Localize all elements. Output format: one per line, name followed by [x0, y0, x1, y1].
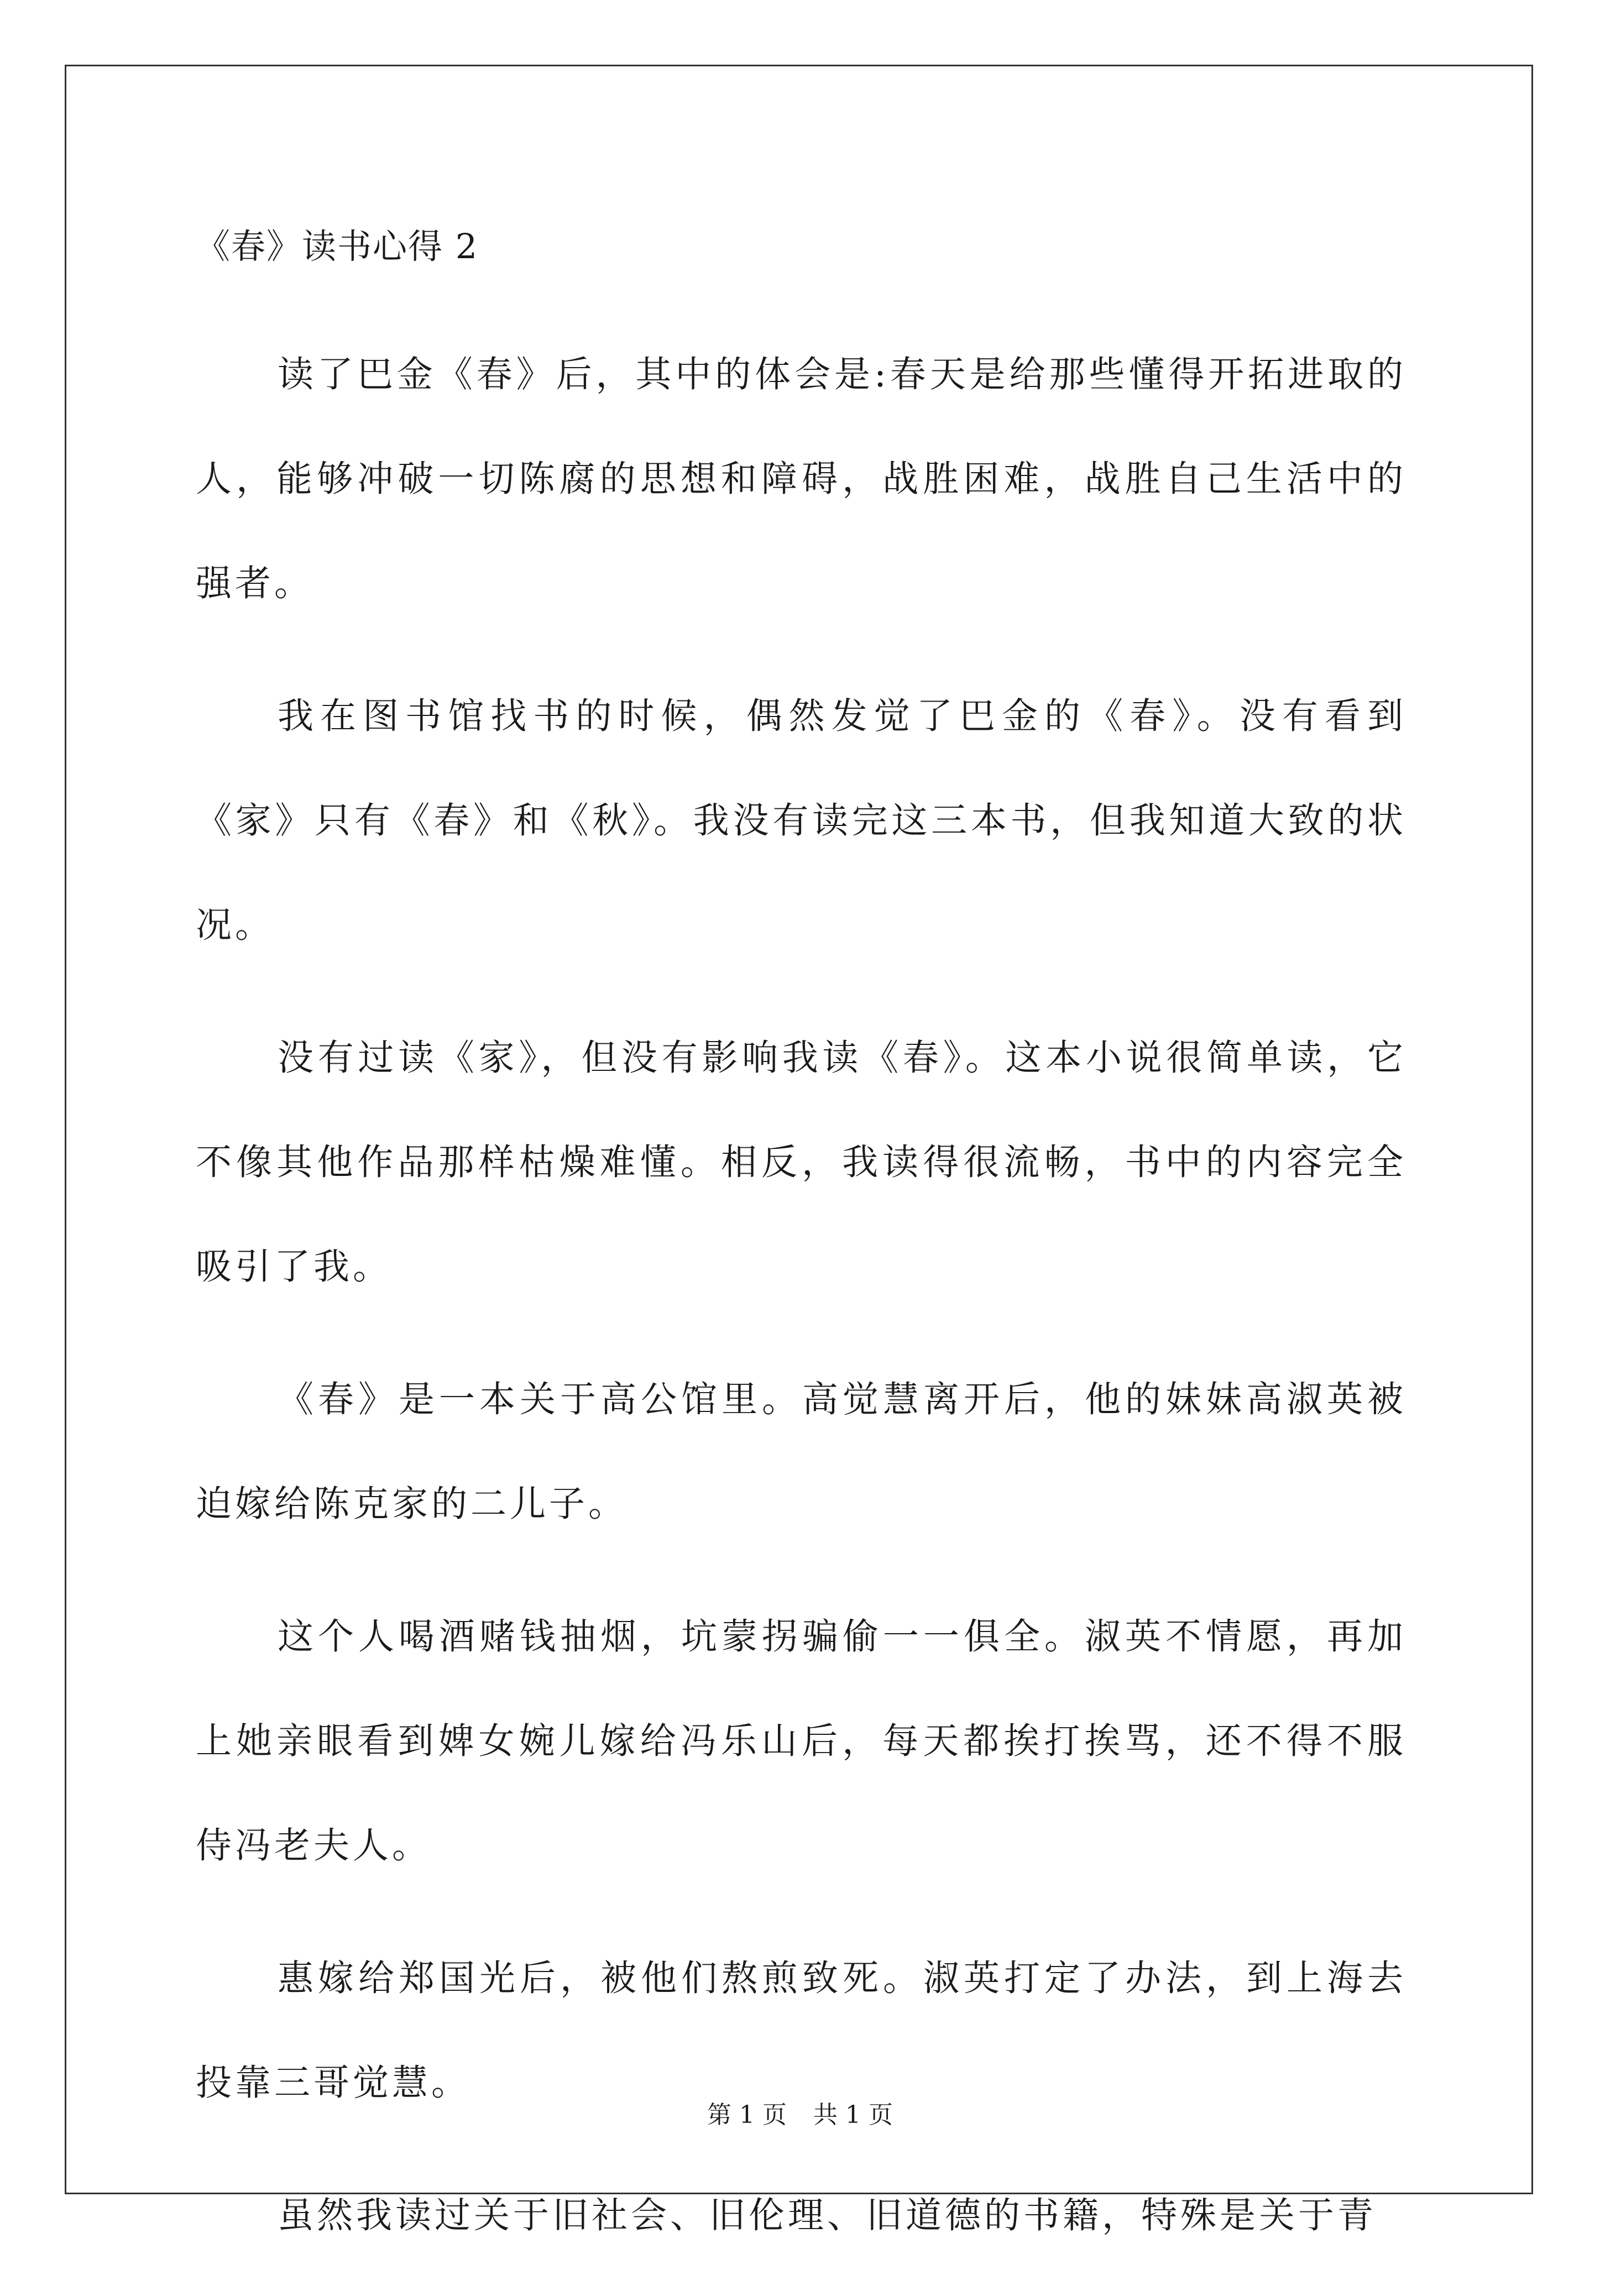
paragraph: 读了巴金《春》后，其中的体会是:春天是给那些懂得开拓进取的人，能够冲破一切陈腐的思想和障碍，战胜困难，战胜自己生活中的强者。 — [196, 354, 1406, 604]
paragraph: 惠嫁给郑国光后，被他们熬煎致死。淑英打定了办法，到上海去投靠三哥觉慧。 — [196, 1958, 1406, 2104]
page-footer — [0, 2099, 1600, 2132]
paragraph: 我在图书馆找书的时候，偶然发觉了巴金的《春》。没有看到《家》只有《春》和《秋》。我没有读完这三本书，但我知道大致的状况。 — [196, 695, 1406, 946]
page-total: 共 1 页 — [813, 2101, 893, 2129]
paragraph: 这个人喝酒赌钱抽烟，坑蒙拐骗偷一一俱全。淑英不情愿，再加上她亲眼看到婢女婉儿嫁给冯乐山后，每天都挨打挨骂，还不得不服侍冯老夫人。 — [196, 1616, 1406, 1866]
paragraph: 没有过读《家》，但没有影响我读《春》。这本小说很简单读，它不像其他作品那样枯燥难懂。相反，我读得很流畅，书中的内容完全吸引了我。 — [196, 1037, 1406, 1288]
document-title: 《春》读书心得 2 — [196, 226, 479, 266]
paragraph: 虽然我读过关于旧社会、旧伦理、旧道德的书籍，特殊是关于青 — [278, 2195, 1377, 2236]
paragraph: 《春》是一本关于高公馆里。高觉慧离开后，他的妹妹高淑英被迫嫁给陈克家的二儿子。 — [196, 1379, 1406, 1525]
page-number: 第 1 页 — [707, 2101, 787, 2129]
document-body — [196, 322, 1406, 2296]
